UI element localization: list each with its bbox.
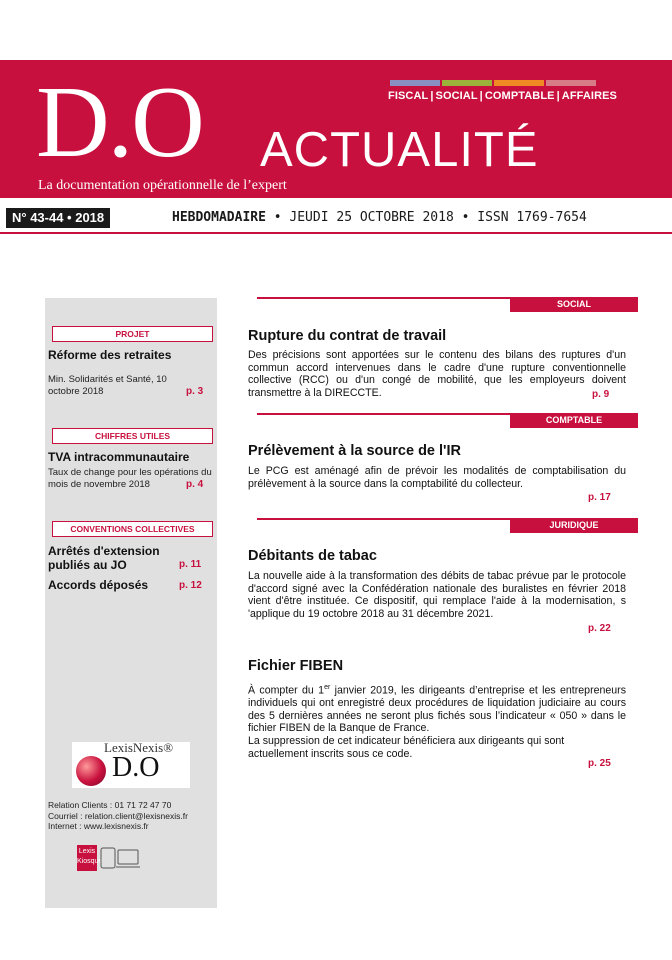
logo-sub: ACTUALITÉ xyxy=(260,123,539,177)
section-color-bars xyxy=(390,80,596,86)
sidebar-text-tva: Taux de change pour les opérations du mois de novembre 2018 xyxy=(48,467,212,490)
kiosk-badge: Lexis Kiosque xyxy=(77,845,97,871)
nav-separator: | xyxy=(430,90,434,102)
sidebar-category-chiffres: CHIFFRES UTILES xyxy=(52,428,213,444)
sidebar-text-retraites: Min. Solidarités et Santé, 10 octobre 2018 xyxy=(48,374,167,397)
sidebar-title-accords[interactable]: Accords déposés xyxy=(48,578,149,592)
contact-website[interactable]: Internet : www.lexisnexis.fr xyxy=(48,821,149,831)
contact-phone: Relation Clients : 01 71 72 47 70 xyxy=(48,800,172,810)
article-body-fiben-para2: La suppression de cet indicateur bénéficiera aux dirigeants qui sont actuellement inscrits sous ce code. xyxy=(248,734,565,760)
section-tab-social: SOCIAL xyxy=(510,297,638,312)
article-page-22[interactable]: p. 22 xyxy=(588,623,611,634)
sidebar-page-12[interactable]: p. 12 xyxy=(179,580,202,591)
issue-number: N° 43-44 • 2018 xyxy=(6,208,110,228)
issue-date: JEUDI 25 OCTOBRE 2018 xyxy=(289,210,454,225)
sidebar-title-arretes[interactable]: Arrêtés d'extension publiés au JO xyxy=(48,544,160,572)
color-bar-affaires xyxy=(546,80,596,86)
nav-separator: | xyxy=(479,90,483,102)
section-tab-juridique: JURIDIQUE xyxy=(510,518,638,533)
issue-info xyxy=(172,210,587,225)
article-page-17[interactable]: p. 17 xyxy=(588,492,611,503)
sidebar-category-conventions: CONVENTIONS COLLECTIVES xyxy=(52,521,213,537)
contact-info xyxy=(48,800,188,832)
section-nav xyxy=(388,90,638,102)
sidebar-title-tva[interactable]: TVA intracommunautaire xyxy=(48,450,190,464)
logo-main: D.O xyxy=(36,66,203,179)
contact-email[interactable]: Courriel : relation.client@lexisnexis.fr xyxy=(48,810,188,821)
article-body-prelevement: Le PCG est aménagé afin de prévoir les modalités de comptabilisation du prélèvement à la source dans la comptabilité du collecteur. xyxy=(248,465,626,490)
nav-comptable[interactable]: COMPTABLE xyxy=(484,90,555,102)
sidebar-category-projet: PROJET xyxy=(52,326,213,342)
logo-brand: LexisNexis® xyxy=(104,740,174,755)
nav-social[interactable]: SOCIAL xyxy=(435,90,478,102)
sidebar-title-retraites[interactable]: Réforme des retraites xyxy=(48,348,172,362)
issue-bullet: • xyxy=(461,210,470,225)
issue-frequency: HEBDOMADAIRE xyxy=(172,210,266,225)
article-title-rupture[interactable]: Rupture du contrat de travail xyxy=(248,328,447,344)
article-body-rupture: Des précisions sont apportées sur le contenu des bilans des ruptures d'un commun accord intervenues dans le cadre d'une rupture conventionnelle collective (RCC) ou d'un congé de mobilité, que les employeurs doivent transmettre à la DIRECCTE. xyxy=(248,349,626,399)
color-bar-comptable xyxy=(494,80,544,86)
article-title-tabac[interactable]: Débitants de tabac xyxy=(248,548,377,564)
section-tab-comptable: COMPTABLE xyxy=(510,413,638,428)
tagline: La documentation opérationnelle de l’expert xyxy=(38,178,287,193)
article-body-fiben-part: À compter du 1 xyxy=(248,684,325,697)
article-title-fiben[interactable]: Fichier FIBEN xyxy=(248,658,344,674)
article-body-fiben-sup: er xyxy=(324,684,331,691)
article-body-fiben-part: janvier 2019, les dirigeants d’entreprise et les entrepreneurs individuels qui ont enregistré deux procédures de liquidation judiciaire au cours des 5 dernières années ne seront plus fichés sous l’indicateur « 050 » dans le fichier FIBEN de la Banque de France. xyxy=(248,684,626,735)
logo-product: D.O xyxy=(112,752,160,783)
sidebar-page-4[interactable]: p. 4 xyxy=(186,479,204,490)
article-page-25[interactable]: p. 25 xyxy=(588,758,611,769)
issue-bullet: • xyxy=(273,210,282,225)
nav-separator: | xyxy=(556,90,560,102)
article-page-9[interactable]: p. 9 xyxy=(592,389,610,400)
issue-issn: ISSN 1769-7654 xyxy=(477,210,587,225)
sidebar-page-3[interactable]: p. 3 xyxy=(186,386,204,397)
article-body-tabac: La nouvelle aide à la transformation des débits de tabac prévue par le protocole d'accord signé avec la Confédération nationale des buralistes en février 2018 vient d'être instituée. Ce dispositif, qui remplace l'aide à la modernisation, s 'applique du 19 octobre 2018 au 31 décembre 2021. xyxy=(248,570,626,620)
nav-fiscal[interactable]: FISCAL xyxy=(388,90,429,102)
article-title-prelevement[interactable]: Prélèvement à la source de l'IR xyxy=(248,443,461,459)
nav-affaires[interactable]: AFFAIRES xyxy=(561,90,617,102)
color-bar-social xyxy=(442,80,492,86)
article-body-fiben xyxy=(248,682,626,760)
color-bar-fiscal xyxy=(390,80,440,86)
lexisnexis-globe-icon xyxy=(76,756,106,786)
sidebar-page-11[interactable]: p. 11 xyxy=(179,559,202,570)
devices-icon xyxy=(100,846,140,870)
